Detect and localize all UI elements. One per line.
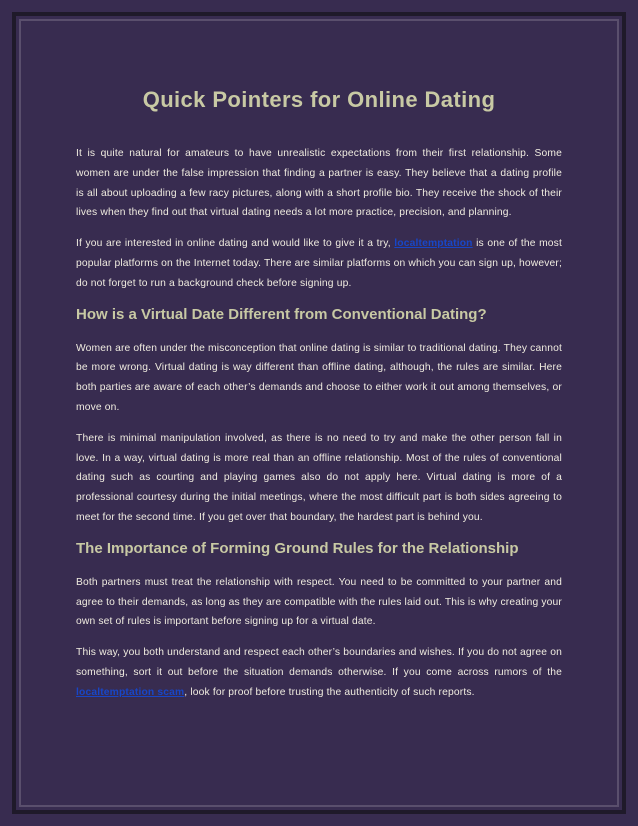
paragraph-intro: It is quite natural for amateurs to have unrealistic expectations from their first relationship. Some women are under the false impression that finding a partner is easy. They believe that a dating profile is all about uploading a few racy pictures, along with a short profile bio. They receive the shock of their lives when they find out that virtual dating needs a lot more practice, precision, and planning. — [76, 148, 562, 219]
paragraph-text: This way, you both understand and respect each other’s boundaries and wishes. If you do not agree on something, sort it out before the situation demands otherwise. If you come across rumors of the — [76, 647, 562, 678]
paragraph-boundaries — [76, 643, 562, 702]
localtemptation-link[interactable]: localtemptation — [394, 238, 473, 250]
paragraph-misconception: Women are often under the misconception that online dating is similar to traditional dating. They cannot be more wrong. Virtual dating is way different than offline dating, although, the rules are similar. Here both parties are aware of each other’s demands and choose to either work it out among themselves, or move on. — [76, 342, 562, 413]
paragraph-platform — [76, 234, 562, 293]
paragraph-text: If you are interested in online dating and would like to give it a try, — [76, 238, 395, 250]
section-heading-ground-rules: The Importance of Forming Ground Rules for the Relationship — [76, 539, 519, 557]
section-heading-virtual-date: How is a Virtual Date Different from Conventional Dating? — [76, 305, 487, 323]
document-title: Quick Pointers for Online Dating — [142, 87, 496, 112]
paragraph-text: is one of the most popular platforms on the Internet today. There are similar platforms on which you can sign up, however; do not forget to run a background check before signing up. — [76, 238, 562, 289]
localtemptation-scam-link[interactable]: localtemptation scam — [76, 686, 185, 698]
document-body — [76, 86, 562, 714]
paragraph-manipulation: There is minimal manipulation involved, as there is no need to try and make the other person fall in love. In a way, virtual dating is more real than an offline relationship. Most of the rules of conventional dating such as courting and playing games also do not apply here. Virtual dating is more of a professional courtesy during the initial meetings, where the most difficult part is both sides agreeing to meet for the second time. If you get over that boundary, the hardest part is behind you. — [76, 432, 562, 523]
paragraph-text: , look for proof before trusting the authenticity of such reports. — [184, 686, 475, 698]
paragraph-respect: Both partners must treat the relationship with respect. You need to be committed to your partner and agree to their demands, as long as they are compatible with the rules laid out. This is why creating your own set of rules is important before signing up for a virtual date. — [76, 576, 562, 628]
